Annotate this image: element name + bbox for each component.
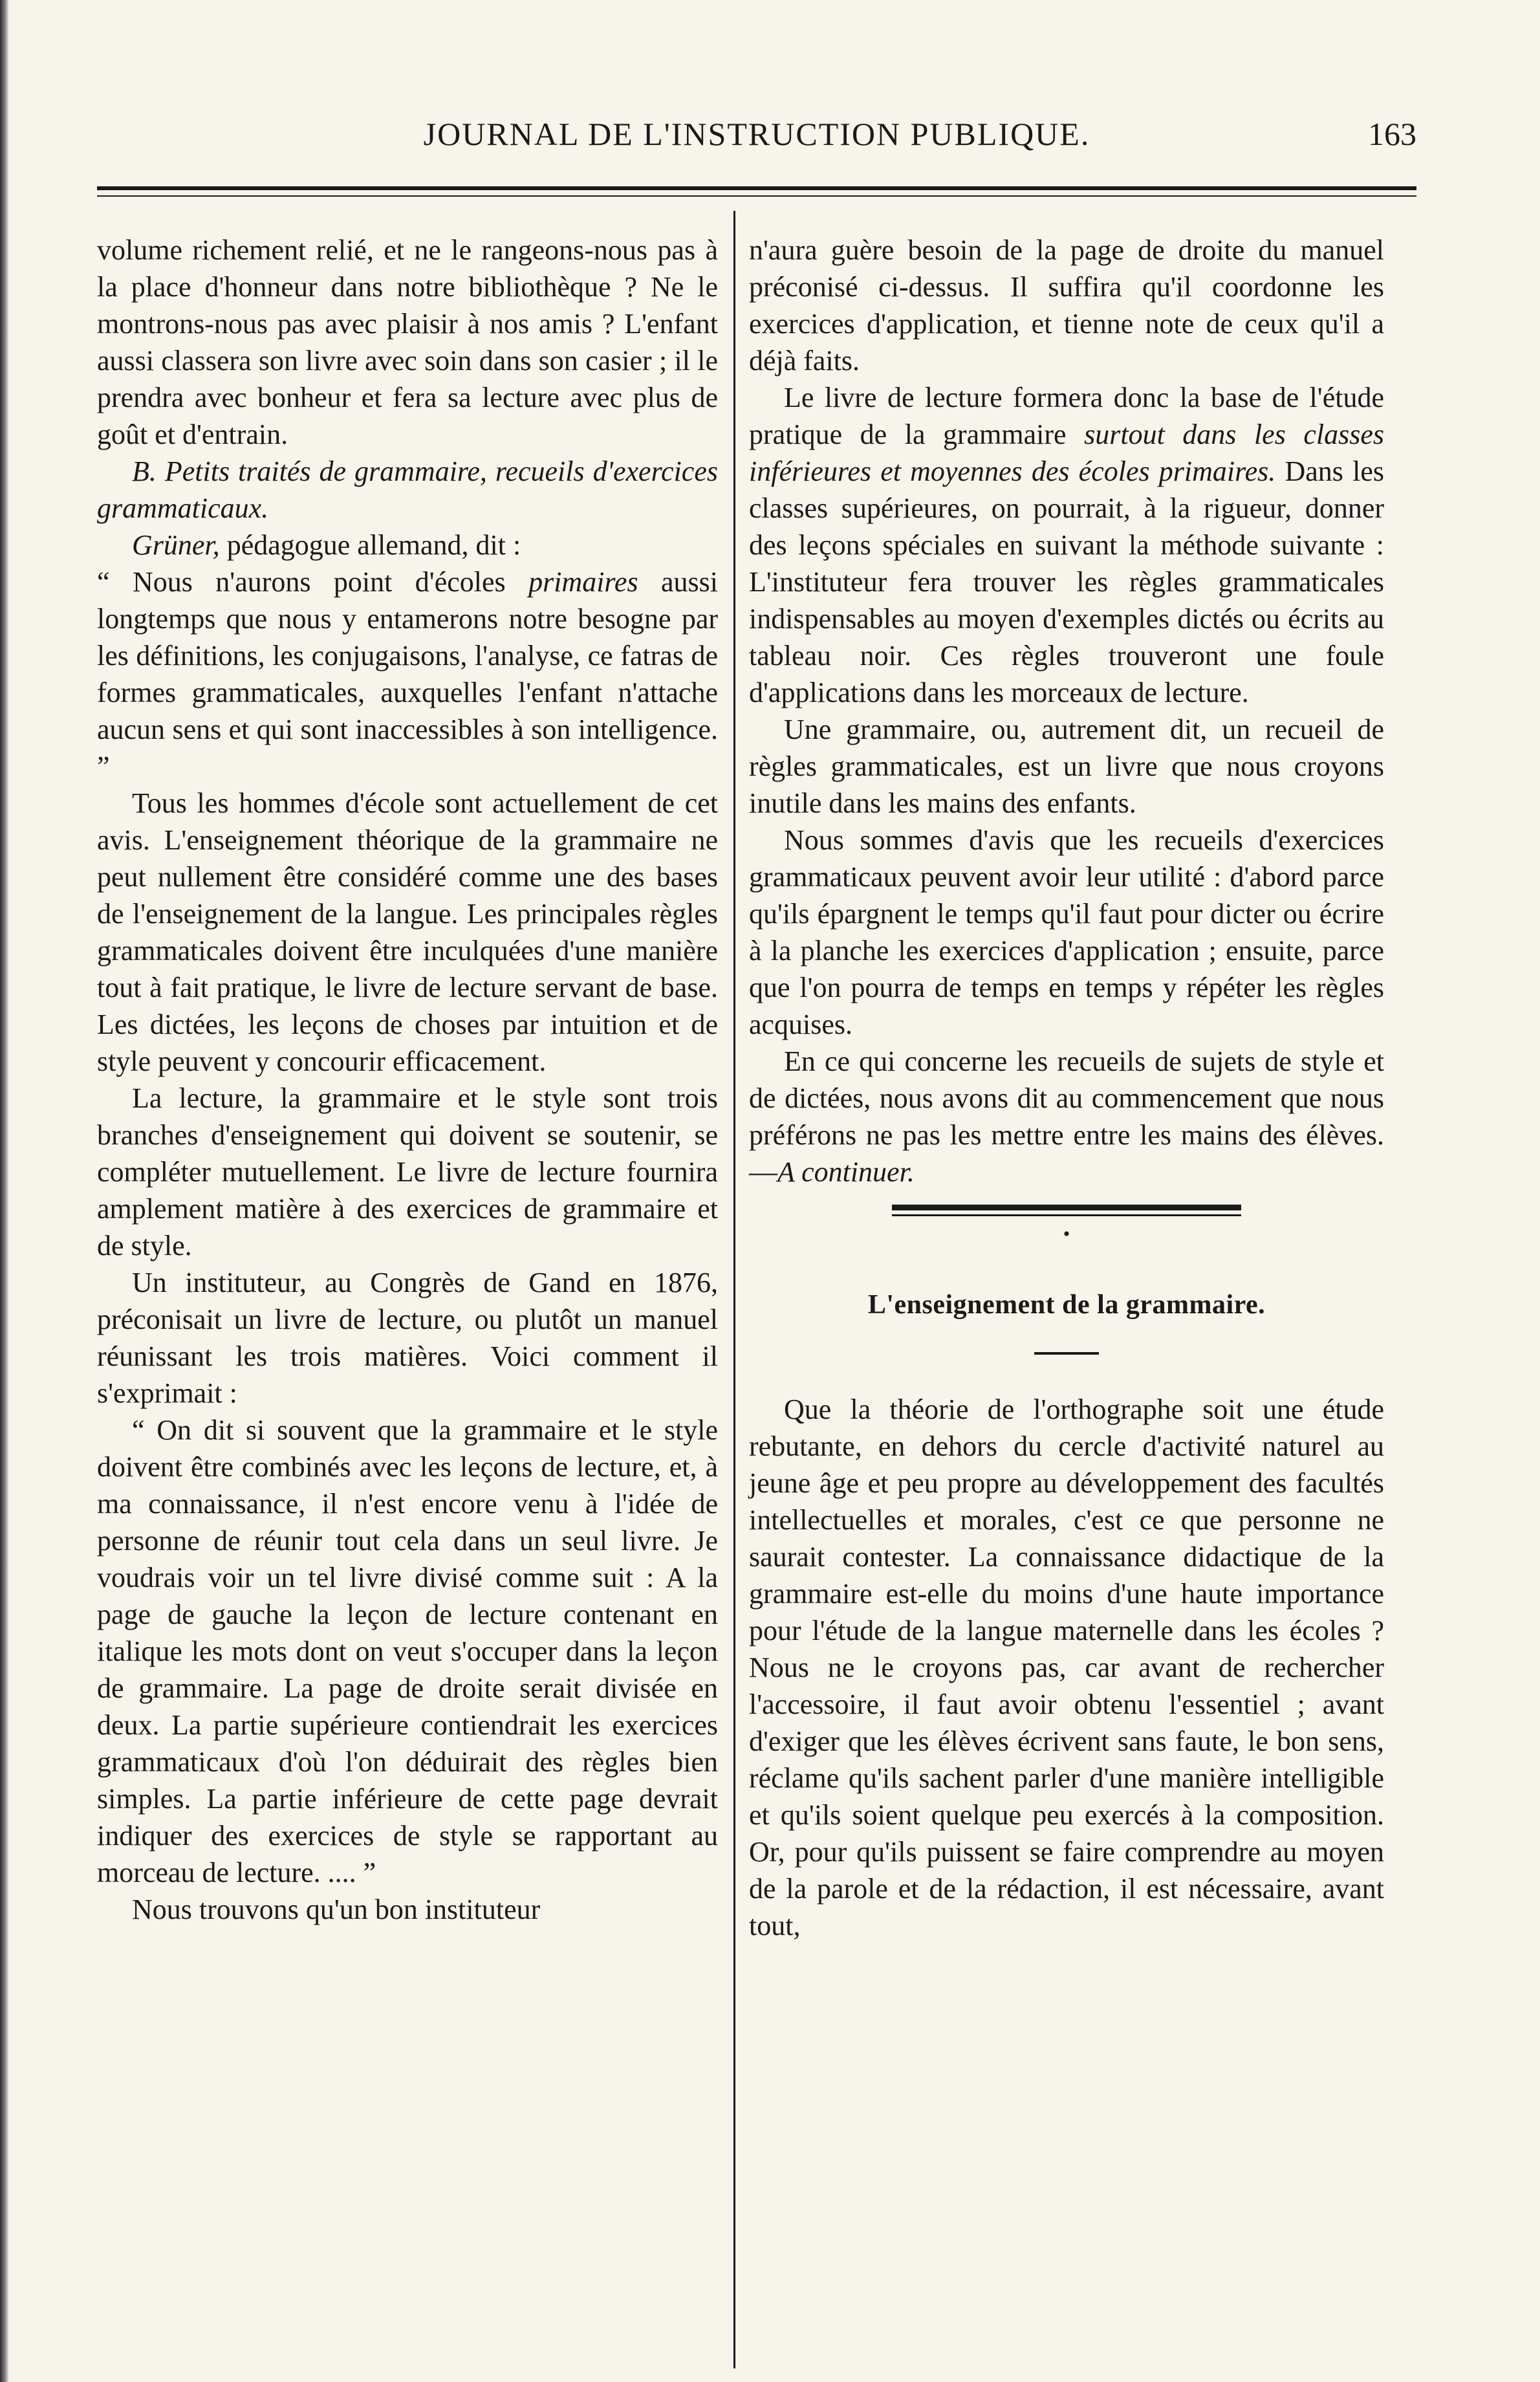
- right-column: [749, 232, 1384, 1944]
- quotation-text: “ Nous n'aurons point d'écoles: [97, 566, 529, 598]
- quotation: [97, 563, 718, 785]
- quotation-text: aussi longtemps que nous y entamerons notre besogne par les définitions, les conjugaisons, l'analyse, ce fatras de formes grammaticales, auxquelles l'enfant n'attache aucun sens et qui sont inaccessibles à son intelligence. ”: [97, 566, 718, 782]
- page-binding-edge: [0, 0, 9, 2382]
- subheading-text: B. Petits traités de grammaire, recueils d'exercices grammaticaux.: [97, 455, 718, 524]
- paragraph: [97, 527, 718, 563]
- subheading: [97, 453, 718, 527]
- paragraph: [749, 1043, 1384, 1190]
- section-title: L'enseignement de la grammaire.: [867, 1290, 1266, 1320]
- header-rule-thin: [97, 195, 1416, 197]
- paragraph: Tous les hommes d'école sont actuellement de cet avis. L'enseignement théorique de la grammaire ne peut nullement être considéré comme une des bases de l'enseignement de la langue. Les principales règles grammaticales doivent être inculquées d'une manière tout à fait pratique, le livre de lecture servant de base. Les dictées, les leçons de choses par intuition et de style peuvent y concourir efficacement.: [97, 787, 718, 1077]
- page-number: 163: [1368, 116, 1416, 152]
- column-separator: [733, 211, 735, 2368]
- author-name: Grüner,: [132, 529, 220, 561]
- paragraph-text: Dans les classes supérieures, on pourrait, à la rigueur, donner des leçons spéciales en suivant la méthode suivante : L'instituteur fera trouver les règles grammaticales indispensables au moyen d'exemples dictés ou écrits au tableau noir. Ces règles trouveront une foule d'applications dans les morceaux de lecture.: [749, 455, 1384, 708]
- page-header: [97, 115, 1416, 167]
- paragraph: La lecture, la grammaire et le style sont trois branches d'enseignement qui doivent se soutenir, se compléter mutuellement. Le livre de lecture fournira amplement matière à des exercices de grammaire et de style.: [97, 1082, 718, 1262]
- quotation: “ On dit si souvent que la grammaire et le style doivent être combinés avec les leçons de lecture, et, à ma connaissance, il n'est encore venu à l'idée de personne de réunir tout cela dans un seul livre. Je voudrais voir un tel livre divisé comme suit : A la page de gauche la leçon de lecture contenant en italique les mots dont on veut s'occuper dans la leçon de grammaire. La page de droite serait divisée en deux. La partie supérieure contiendrait les exercices grammaticaux d'où l'on déduirait des règles bien simples. La partie inférieure de cette page devrait indiquer des exercices de style se rapportant au morceau de lecture. .... ”: [97, 1414, 718, 1888]
- paragraph: Une grammaire, ou, autrement dit, un recueil de règles grammaticales, est un livre que nous croyons inutile dans les mains des enfants.: [749, 714, 1384, 819]
- paragraph: Que la théorie de l'orthographe soit une étude rebutante, en dehors du cercle d'activité naturel au jeune âge et peu propre au développement des facultés intellectuelles et morales, c'est ce que personne ne saurait contester. La connaissance didactique de la grammaire est-elle du moins d'une haute importance pour l'étude de la langue maternelle dans les écoles ? Nous ne le croyons pas, car avant de rechercher l'accessoire, il faut avoir obtenu l'essentiel ; avant d'exiger que les élèves écrivent sans faute, le bon sens, réclame qu'ils sachent parler d'une manière intelligible et qu'ils soient quelque peu exercés à la composition. Or, pour qu'ils puissent se faire comprendre au moyen de la parole et de la rédaction, il est nécessaire, avant tout,: [749, 1393, 1384, 1941]
- divider-dot-icon: •: [1063, 1223, 1070, 1245]
- section-title-rule: [1034, 1352, 1099, 1355]
- paragraph: Nous sommes d'avis que les recueils d'exercices grammaticaux peuvent avoir leur utilité : d'abord parce qu'ils épargnent le temps qu'il faut pour dicter ou écrire à la planche les exercices d'application ; ensuite, parce que l'on pourra de temps en temps y répéter les règles acquises.: [749, 824, 1384, 1040]
- paragraph-text: En ce qui concerne les recueils de sujets de style et de dictées, nous avons dit au commencement que nous préférons ne pas les mettre entre les mains des élèves. —: [749, 1045, 1384, 1188]
- header-rule-thick: [97, 186, 1416, 190]
- section-divider-ornament: [892, 1205, 1241, 1210]
- paragraph-text: Le livre de lecture formera donc la base de l'étude pratique de la grammaire: [749, 382, 1384, 450]
- paragraph-emphasis: A continuer.: [777, 1156, 915, 1188]
- left-column: [97, 232, 718, 1928]
- paragraph-emphasis: surtout dans les classes inférieures et moyennes des écoles primaires.: [749, 419, 1384, 487]
- paragraph: Nous trouvons qu'un bon instituteur: [132, 1894, 541, 1925]
- paragraph: [749, 379, 1384, 711]
- paragraph: n'aura guère besoin de la page de droite du manuel préconisé ci-dessus. Il suffira qu'il coordonne les exercices d'application, et tienne note de ceux qu'il a déjà faits.: [749, 234, 1384, 377]
- paragraph: Un instituteur, au Congrès de Gand en 1876, préconisait un livre de lecture, ou plutôt un manuel réunissant les trois matières. Voici comment il s'exprimait :: [97, 1267, 718, 1409]
- paragraph-text: pédagogue allemand, dit :: [219, 529, 521, 561]
- quotation-emphasis: primaires: [528, 566, 638, 598]
- running-title: JOURNAL DE L'INSTRUCTION PUBLIQUE.: [423, 116, 1090, 152]
- paragraph: volume richement relié, et ne le rangeons-nous pas à la place d'honneur dans notre bibliothèque ? Ne le montrons-nous pas avec plaisir à nos amis ? L'enfant aussi classera son livre avec soin dans son casier ; il le prendra avec bonheur et fera sa lecture avec plus de goût et d'entrain.: [97, 234, 718, 450]
